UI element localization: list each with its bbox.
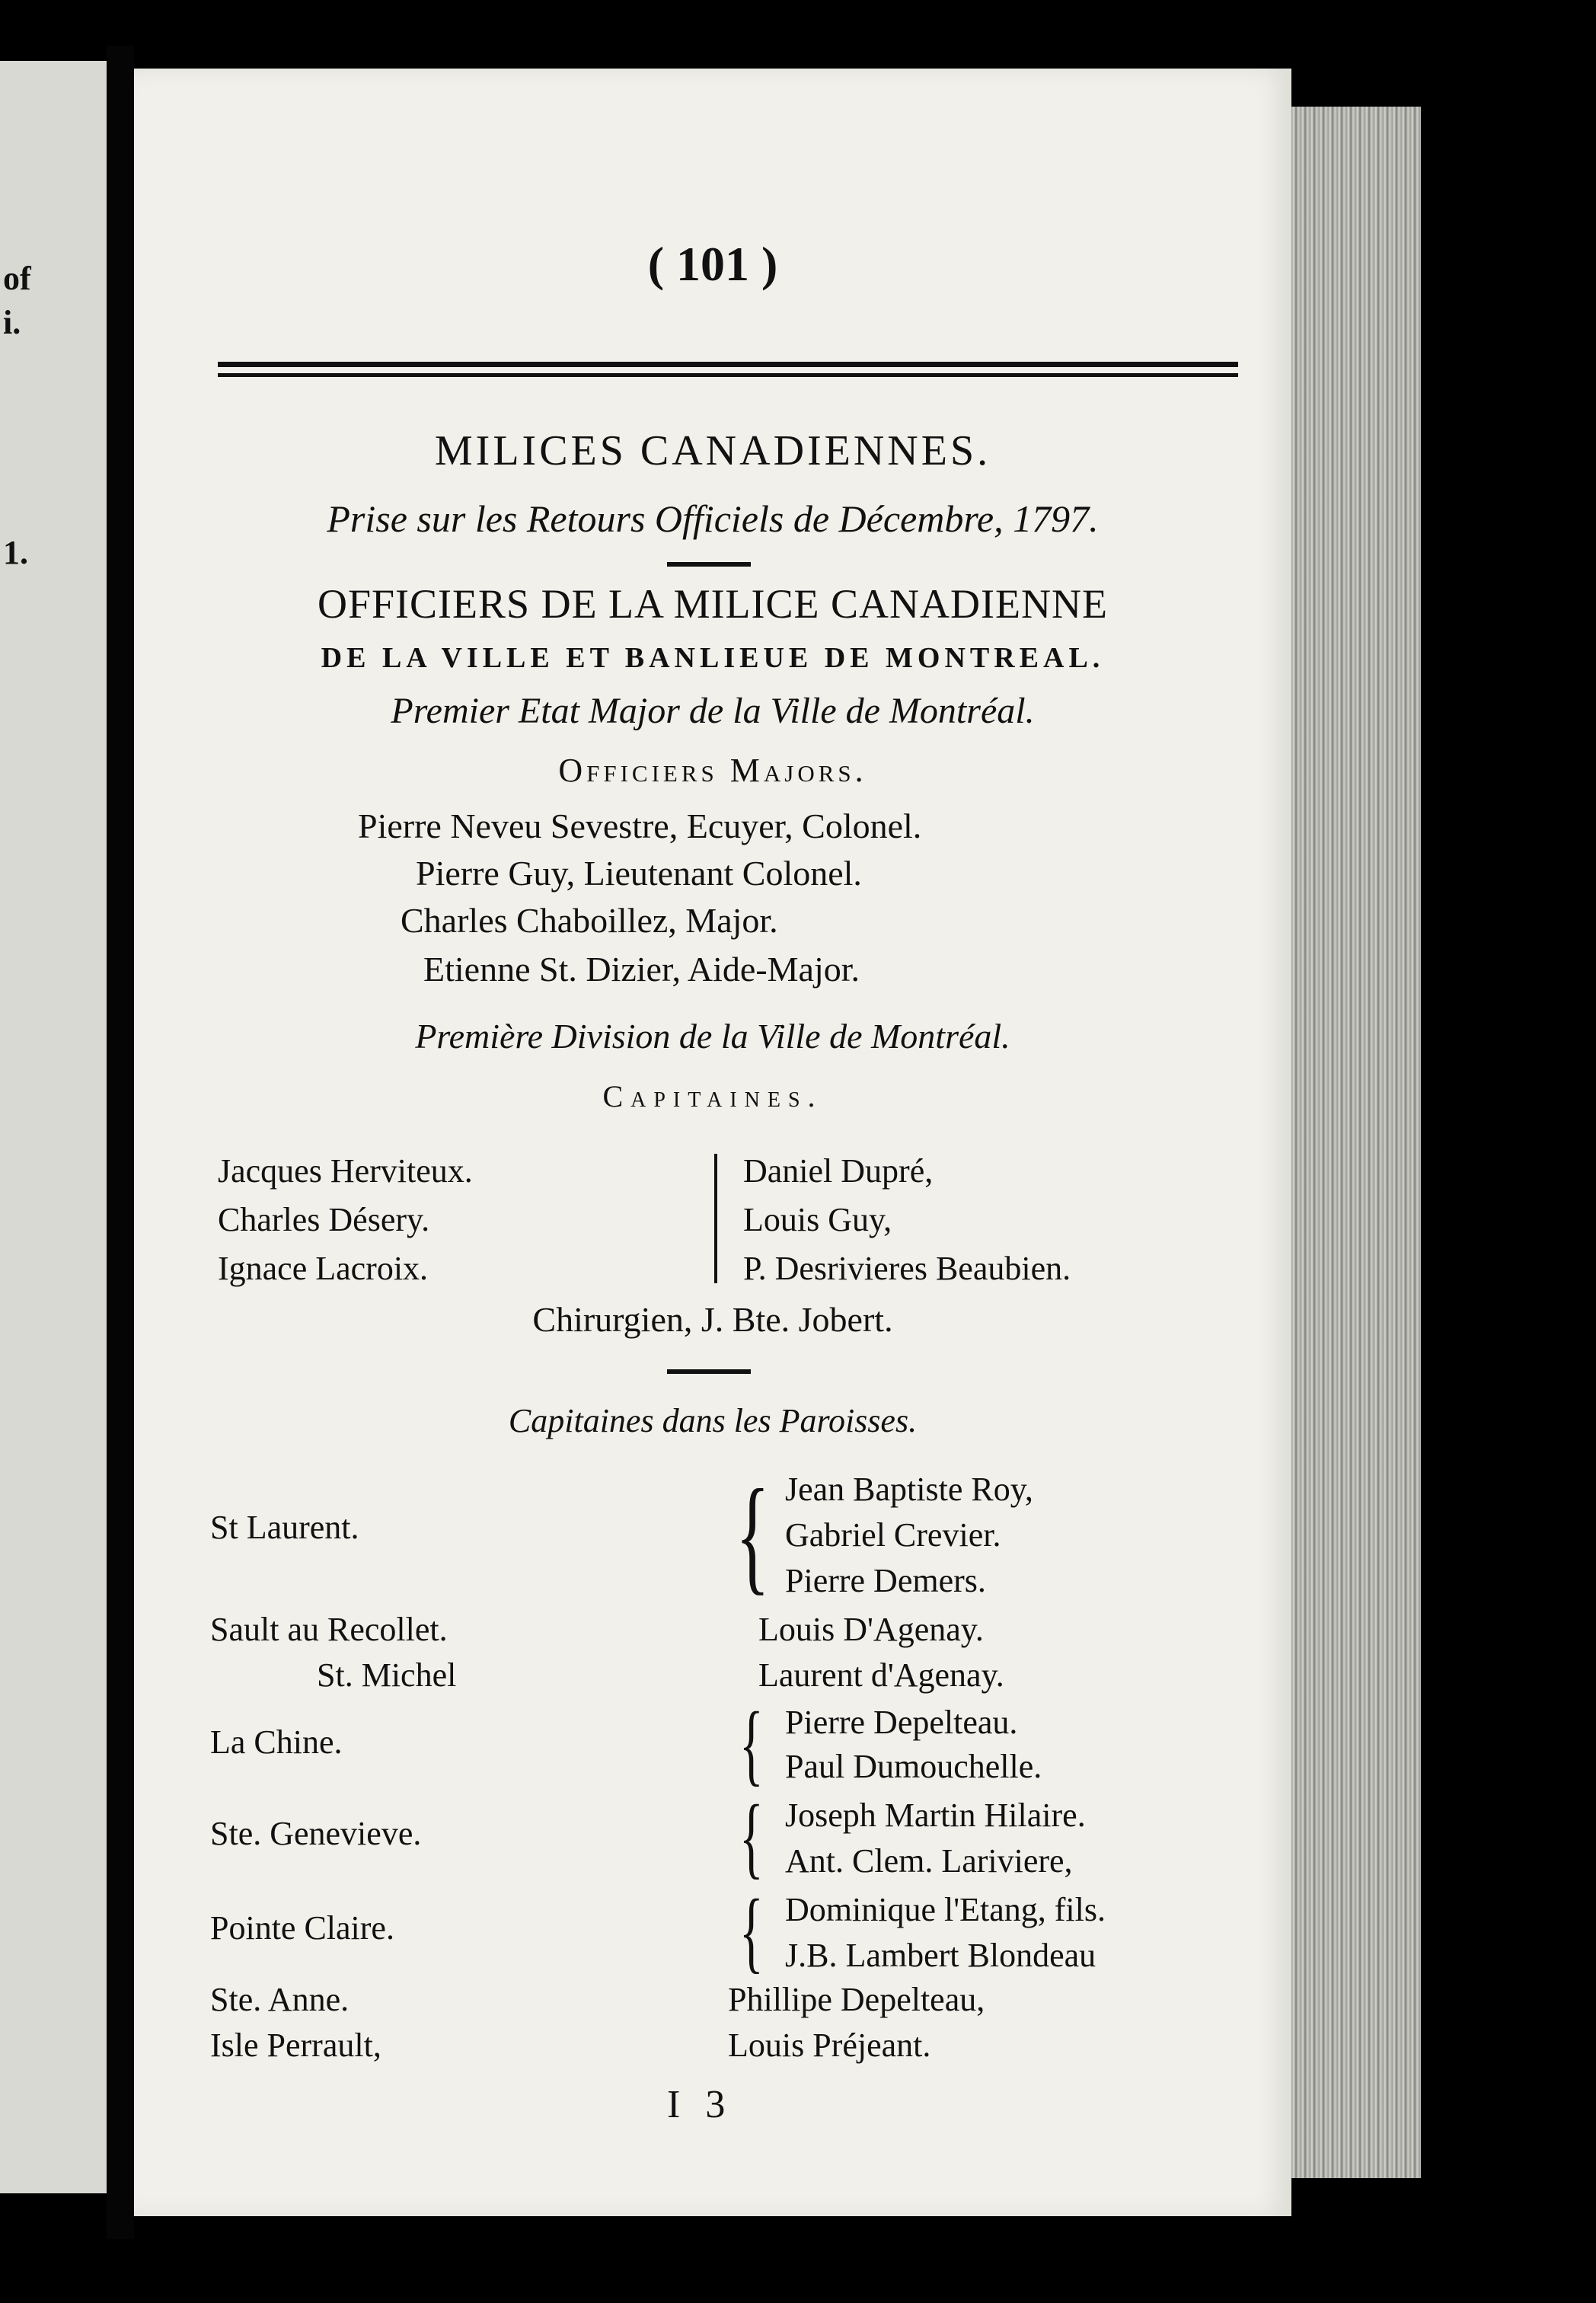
brace: { <box>739 1880 764 1982</box>
capitaine-left: Charles Désery. <box>218 1201 430 1238</box>
parish-captain: Louis D'Agenay. <box>758 1611 984 1648</box>
column-divider <box>714 1154 717 1283</box>
parish-captain: Phillipe Depelteau, <box>728 1981 985 2018</box>
capitaine-right: P. Desrivieres Beaubien. <box>743 1250 1071 1287</box>
parish-captain: Ant. Clem. Lariviere, <box>785 1842 1073 1880</box>
capitaine-right: Louis Guy, <box>743 1201 892 1238</box>
brace: { <box>739 1693 764 1794</box>
division-title: Première Division de la Ville de Montréal. <box>415 1017 1010 1056</box>
parish-name: Sault au Recollet. <box>210 1611 448 1648</box>
left-page-fragment: i. <box>3 304 21 341</box>
officer-line: Pierre Neveu Sevestre, Ecuyer, Colonel. <box>358 807 922 845</box>
page-number: ( 101 ) <box>647 237 778 291</box>
capitaine-right: Daniel Dupré, <box>743 1152 934 1190</box>
parish-name: Ste. Genevieve. <box>210 1815 422 1852</box>
parish-captain: Paul Dumouchelle. <box>785 1748 1042 1785</box>
etat-major-title: Premier Etat Major de la Ville de Montréal. <box>391 691 1035 731</box>
parish-captain: Pierre Demers. <box>785 1562 986 1599</box>
signature-mark: I 3 <box>667 2083 733 2126</box>
capitaine-left: Ignace Lacroix. <box>218 1250 429 1287</box>
subheading: DE LA VILLE ET BANLIEUE DE MONTREAL. <box>321 642 1105 674</box>
title: MILICES CANADIENNES. <box>434 427 991 474</box>
left-page-fragment: of <box>3 260 31 297</box>
chirurgien-line: Chirurgien, J. Bte. Jobert. <box>532 1300 893 1339</box>
officer-line: Etienne St. Dizier, Aide-Major. <box>423 950 860 989</box>
officiers-majors-title: Officiers Majors. <box>558 752 867 789</box>
left-page-edge <box>0 61 107 2193</box>
parish-captain: Laurent d'Agenay. <box>758 1656 1004 1694</box>
parish-captain: Jean Baptiste Roy, <box>785 1471 1033 1508</box>
parish-name: Isle Perrault, <box>210 2027 381 2064</box>
double-rule-top <box>218 362 1238 367</box>
parish-name: St. Michel <box>317 1656 457 1694</box>
parish-name: Pointe Claire. <box>210 1909 394 1947</box>
book-page <box>134 69 1291 2216</box>
parish-captain: Gabriel Crevier. <box>785 1516 1001 1554</box>
parish-name: La Chine. <box>210 1723 343 1761</box>
heading: OFFICIERS DE LA MILICE CANADIENNE <box>318 581 1108 627</box>
subtitle: Prise sur les Retours Officiels de Décembre, 1797. <box>327 497 1099 540</box>
book-gutter <box>107 46 134 2239</box>
officer-line: Charles Chaboillez, Major. <box>401 901 778 940</box>
officer-line: Pierre Guy, Lieutenant Colonel. <box>416 854 862 893</box>
parish-captain: Dominique l'Etang, fils. <box>785 1891 1106 1928</box>
double-rule-bottom <box>218 373 1238 377</box>
page-fore-edge <box>1291 107 1421 2178</box>
paroisses-title: Capitaines dans les Paroisses. <box>508 1402 918 1439</box>
capitaines-title: Capitaines. <box>602 1079 823 1113</box>
short-rule <box>667 562 751 567</box>
brace: { <box>736 1463 770 1606</box>
parish-name: St Laurent. <box>210 1509 359 1546</box>
parish-captain: Louis Préjeant. <box>728 2027 931 2064</box>
brace: { <box>739 1786 764 1887</box>
capitaine-left: Jacques Herviteux. <box>218 1152 473 1190</box>
parish-name: Ste. Anne. <box>210 1981 350 2018</box>
parish-captain: Joseph Martin Hilaire. <box>785 1797 1086 1834</box>
left-page-fragment: 1. <box>3 534 28 571</box>
parish-captain: J.B. Lambert Blondeau <box>785 1937 1096 1974</box>
parish-captain: Pierre Depelteau. <box>785 1704 1018 1741</box>
short-rule <box>667 1369 751 1374</box>
